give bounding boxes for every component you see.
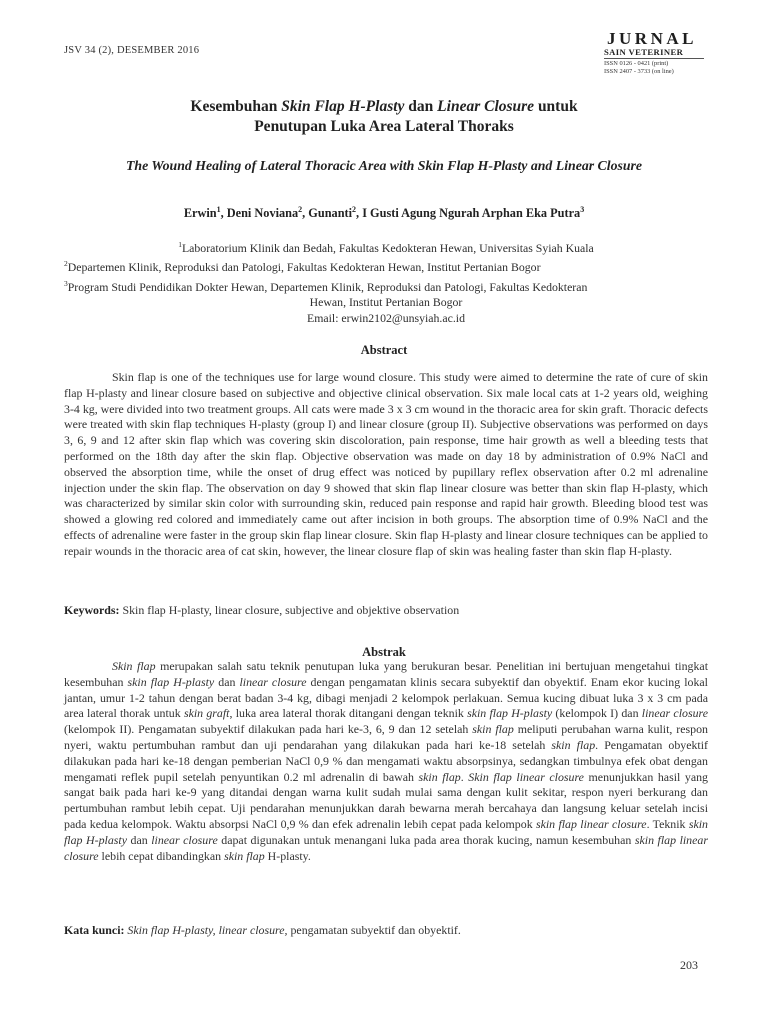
- keywords-label: Keywords:: [64, 603, 120, 617]
- abstrak-italic-term: skin flap H-plasty: [127, 674, 215, 689]
- abstrak-text-run: (kelompok I) dan: [552, 706, 642, 721]
- abstrak-text-run: dan: [126, 832, 152, 847]
- author-affil-mark: 3: [580, 205, 585, 214]
- english-title: The Wound Healing of Lateral Thoracic Area with Skin Flap H-Plasty and Linear Closure: [125, 158, 643, 173]
- author-affil-mark: 2: [352, 205, 357, 214]
- abstrak-text-run: . Pengamatan obyektif dilakukan pada hari ke-18 dengan pemberian NaCl 0,9 % dan mengamati waktu absorpsinya, sedangkan timbulnya efek obat dengan mengamati reflek pupil setelah penyuntikan 0.2 ml adrenalin di bawah: [64, 737, 709, 784]
- abstrak-text-run: dengan pengamatan klinis secara subyektif dan obyektif. Enam ekor kucing lokal jantan, umur 1-2 tahun dengan berat badan 3-4 kg, dibagi menjadi 2 kelompok perlakuan. Semua kucing dibuat luka 3 x 3 cm pada area lateral thorak untuk: [64, 674, 708, 721]
- author-affil-mark: 1: [216, 205, 221, 214]
- abstrak-italic-term: skin flap: [418, 769, 461, 784]
- affiliation-3-cont: Hewan, Institut Pertanian Bogor: [309, 295, 463, 310]
- abstrak-italic-term: skin flap: [472, 722, 514, 737]
- journal-logo: [596, 30, 708, 76]
- title-line-2: Penutupan Luka Area Lateral Thoraks: [254, 118, 514, 135]
- affiliation-text: Departemen Klinik, Reproduksi dan Patologi, Fakultas Kedokteran Hewan, Institut Pertanian Bogor: [67, 260, 541, 275]
- abstrak-italic-term: skin flap H-plasty: [64, 816, 708, 847]
- abstrak-italic-term: skin flap: [224, 848, 265, 863]
- abstrak-italic-term: linear closure: [239, 674, 307, 689]
- affiliation-mark: 1: [178, 240, 182, 249]
- abstrak-text-run: .: [460, 769, 469, 784]
- affiliation-text: Laboratorium Klinik dan Bedah, Fakultas Kedokteran Hewan, Universitas Syiah Kuala: [181, 240, 594, 255]
- abstrak-text-run: , luka area lateral thorak ditangani dengan teknik: [229, 706, 468, 721]
- keywords-text: Skin flap H-plasty, linear closure, subjective and objektive observation: [119, 603, 460, 617]
- author-list: [40, 205, 728, 221]
- article-title: [40, 97, 728, 137]
- title-text: dan: [404, 98, 438, 115]
- journal-logo-subtitle: SAIN VETERINER: [604, 47, 684, 57]
- abstract-text: Skin flap is one of the techniques use for large wound closure. This study were aimed to determine the rate of cure of skin flap H-plasty and linear closure based on subjective and objective clinical observation. Six male local cats at 1-2 years old, weighing 3-4 kg, were divided into two treatment groups. All cats were made 3 x 3 cm wound in the thoracic area for skin graft. Thoracic defects were treated with skin flap techniques H-plasty (group I) and linear closure (group II). Subjective observations was performed on days 3, 6, 9 and 12 after skin flap which was covering skin discoloration, pain response, time hair growth as well a bleeding tests that performed on the 18th day after the skin flap. Objective observation was made on day 18 by administration of 0.9% NaCl and observed the absorption time, while the onset of drug effect was noticed by pupillary reflex observation after 0.2 ml adrenaline injection under the skin flap. The observation on day 9 showed that skin flap linear closure was better than skin flap H-plasty, which was characterized by similar skin color with surrounding skin, reduced pain response and rapid hair growth. Bleeding blood test was showed a glowing red colored and immediately came out after incision in both groups. The absorption time of 0.9% NaCl and the effects of adrenaline were faster in the group skin flap linear closure. Skin flap H-plasty and linear closure techniques can be applied to repair wounds in the thoracic area of cat skin, however, the linear closure flap of skin was healing faster than skin flap H-plasty.: [64, 370, 708, 558]
- abstrak-body: [64, 659, 708, 864]
- affiliation-mark: 2: [64, 259, 68, 269]
- abstrak-text-run: menunjukkan hasil yang sangat baik pada hari ke-9 yang ditandai dengan warna kulit sudah mulai sama dengan kulit sekitar, respon nyeri berkurang dan pertumbuhan rambut lebih cepat. Uji pendarahan menunjukkan darah bewarna merah bercahaya dan langsung keluar setelah incisi pada kedua kelompok. Waktu absorpsi NaCl 0,9 % dan efek adrenalin lebih cepat pada kelompok: [64, 769, 708, 831]
- abstrak-italic-term: skin flap linear closure: [535, 816, 647, 831]
- abstrak-text-run: meliputi perubahan warna kulit, respon nyeri, waktu pertumbuhan rambut dan uji pendarahan yang dilakukan pada hari ke-18 setelah: [64, 722, 708, 752]
- journal-logo-word: JURNAL: [607, 29, 697, 48]
- kata-kunci-label: Kata kunci:: [64, 923, 125, 937]
- abstrak-italic-term: skin flap: [551, 737, 596, 752]
- title-text: untuk: [534, 98, 578, 115]
- abstrak-text-run: H-plasty.: [264, 848, 311, 863]
- abstrak-italic-term: linear closure: [641, 706, 708, 721]
- journal-logo-rule: [604, 58, 704, 59]
- abstrak-italic-term: Skin flap: [112, 659, 156, 673]
- abstrak-text-run: dan: [214, 674, 240, 689]
- title-italic-term: Linear Closure: [437, 98, 535, 115]
- kata-kunci-text: pengamatan subyektif dan obyektif.: [287, 923, 461, 937]
- title-text: Kesembuhan: [190, 98, 282, 115]
- author-affil-mark: 2: [298, 205, 303, 214]
- author-name: Erwin: [183, 206, 217, 221]
- affiliation-mark: 3: [64, 278, 68, 288]
- title-italic-term: Skin Flap H-Plasty: [281, 98, 405, 115]
- affiliation-2: [64, 256, 708, 275]
- running-head: JSV 34 (2), DESEMBER 2016: [64, 45, 200, 56]
- abstrak-italic-term: skin flap linear closure: [64, 832, 708, 863]
- abstrak-italic-term: skin flap H-plasty: [467, 706, 553, 721]
- abstrak-heading: Abstrak: [362, 645, 406, 659]
- abstrak-text-run: merupakan salah satu teknik penutupan luka yang berukuran besar. Penelitian ini bertujuan mengetahui tingkat kesembuhan: [64, 659, 709, 689]
- affiliation-text: Program Studi Pendidikan Dokter Hewan, Departemen Klinik, Reproduksi dan Patologi, Fakultas Kedokteran: [67, 279, 588, 294]
- affiliations: [64, 237, 708, 326]
- author-name: , Deni Noviana: [220, 206, 299, 221]
- abstrak-italic-term: linear closure: [151, 832, 218, 847]
- abstrak-text-run: dapat digunakan untuk menangani luka pada area thorak kucing, namun kesembuhan: [217, 832, 635, 847]
- abstract-heading: Abstract: [360, 343, 408, 357]
- abstrak-text-run: . Teknik: [646, 816, 689, 831]
- abstrak-text-run: lebih cepat dibandingkan: [98, 848, 225, 863]
- author-name: , I Gusti Agung Ngurah Arphan Eka Putra: [356, 206, 581, 221]
- issn-print: ISSN 0126 - 0421 (print): [604, 60, 669, 67]
- page-number: 203: [680, 958, 698, 972]
- abstrak-text: [64, 659, 708, 864]
- affiliation-3: [64, 276, 708, 295]
- keywords-line: [64, 603, 708, 618]
- kata-kunci-italic: Skin flap H-plasty, linear closure,: [124, 923, 288, 937]
- kata-kunci-line: [64, 923, 708, 938]
- corresponding-email: Email: erwin2102@unsyiah.ac.id: [307, 310, 465, 325]
- abstrak-italic-term: Skin flap linear closure: [468, 769, 584, 784]
- abstract-body: [64, 370, 708, 560]
- abstrak-text-run: (kelompok II). Pengamatan subyektif dilakukan pada hari ke-3, 6, 9 dan 12 setelah: [64, 722, 473, 737]
- author-name: , Gunanti: [302, 206, 353, 221]
- abstrak-italic-term: skin graft: [183, 706, 230, 721]
- affiliation-1: [64, 237, 708, 256]
- issn-online: ISSN 2407 - 3733 (on line): [604, 68, 674, 75]
